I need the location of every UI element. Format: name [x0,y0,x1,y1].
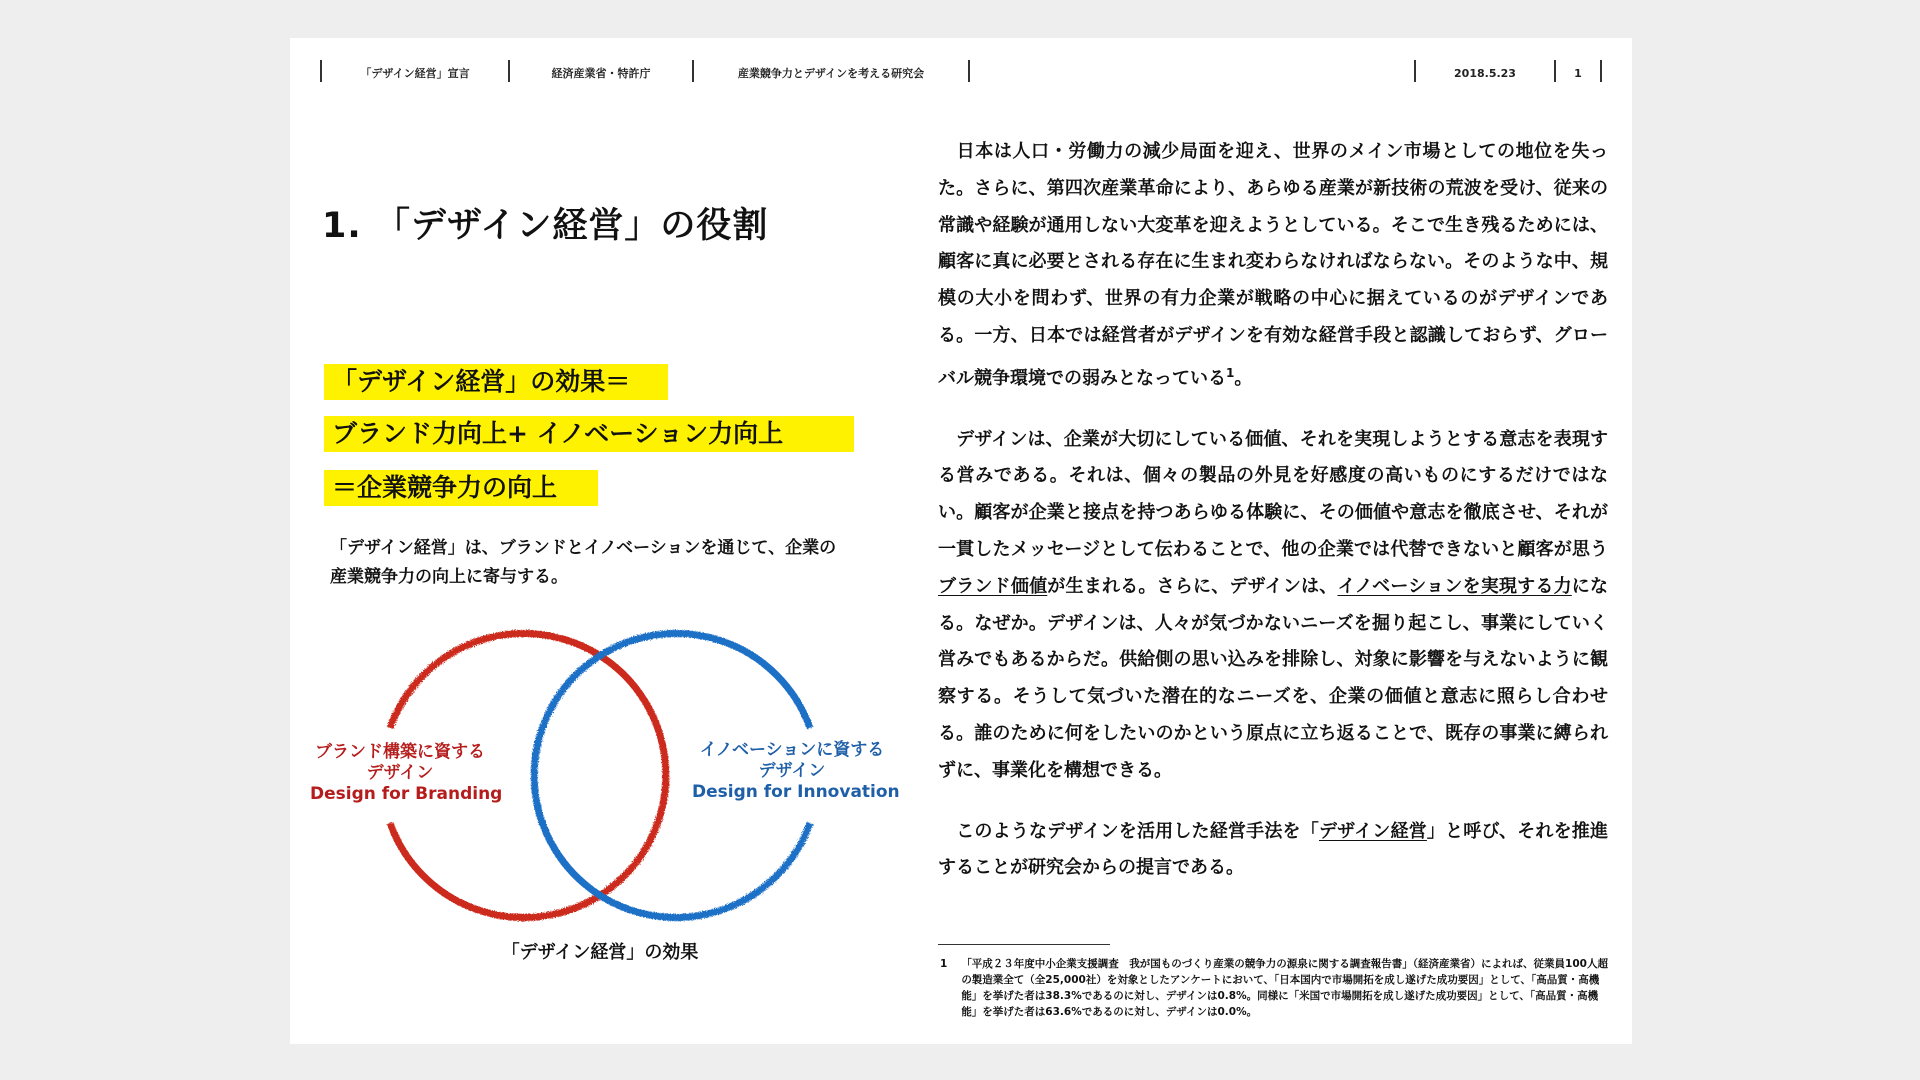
header-ministry: 経済産業省・特許庁 [551,67,651,80]
header-declaration: 「デザイン経営」宣言 [360,67,470,80]
left-paragraph: 「デザイン経営」は、ブランドとイノベーションを通じて、企業の産業競争力の向上に寄与する。 [330,538,837,587]
footnote-text: 「平成２３年度中小企業支援調査 我が国ものづくり産業の競争力の源泉に関する調査報告書」（経済産業省）によれば、従業員100人超の製造業全て（全25,000社）を対象としたアンケートにおいて、「日本国内で市場開拓を成し遂げた成功要因」として、「高品質・高機能」を挙げた者は38.3%であるのに対し、デザインは0.8%。同様に「米国で市場開拓を成し遂げた成功要因」として、「高品質・高機能」を挙げた者は63.6%であるのに対し、デザインは0.0%。 [961,958,1608,1018]
paragraph-3-text-a: このようなデザインを活用した経営手法を「 [938,820,1319,842]
innovation-label-line1: イノベーションに資する [699,740,885,760]
design-management-emphasis: デザイン経営 [1318,820,1427,842]
highlight-line-1: 「デザイン経営」の効果＝ [324,364,668,400]
document-page [290,38,1632,1044]
brand-value-emphasis: ブランド価値 [938,575,1048,597]
paragraph-3-text-b: 」と呼び、それを推進することが研究会からの提言である。 [938,820,1608,879]
footnote-ref: 1 [1226,365,1235,380]
footnote-rule [938,944,1110,945]
body-text [938,134,1608,911]
header-divider [1600,60,1602,82]
paragraph-2 [938,422,1608,790]
section-heading: 1. 「デザイン経営」の役割 [322,206,769,246]
branding-label-line2: デザイン [366,763,434,783]
header-divider [968,60,970,82]
paragraph-1-end: 。 [1234,367,1253,389]
footnote [940,956,1610,1020]
paragraph-1-text: 日本は人口・労働力の減少局面を迎え、世界のメイン市場としての地位を失った。さらに、第四次産業革命により、あらゆる産業が新技術の荒波を受け、従来の常識や経験が通用しない大変革を迎えようとしている。そこで生き残るためには、顧客に真に必要とされる存在に生まれ変わらなければならない。そのような中、規模の大小を問わず、世界の有力企業が戦略の中心に据えているのがデザインである。一方、日本では経営者がデザインを有効な経営手段と認識しておらず、グローバル競争環境での弱みとなっている [938,141,1608,389]
innovation-power-emphasis: イノベーションを実現する力 [1337,575,1572,597]
page-number: 1 [1574,66,1582,80]
venn-caption: 「デザイン経営」の効果 [501,942,699,963]
paragraph-1 [938,134,1608,398]
header-date: 2018.5.23 [1454,66,1516,80]
paragraph-3 [938,814,1608,888]
paragraph-2-text-c: になる。なぜか。デザインは、人々が気づかないニーズを掘り起こし、事業にしていく営みでもあるからだ。供給側の思い込みを排除し、対象に影響を与えないように観察する。そうして気づいた潜在的なニーズを、企業の価値と意志に照らし合わせる。誰のために何をしたいのかという原点に立ち返ることで、既存の事業に縛られずに、事業化を構想できる。 [938,575,1609,781]
header-study-group: 産業競争力とデザインを考える研究会 [737,67,925,80]
paragraph-2-text-b: が生まれる。さらに、デザインは、 [1047,575,1338,597]
branding-label [310,742,503,805]
highlight-line-3: ＝企業競争力の向上 [324,470,598,506]
innovation-label-line3: Design for Innovation [692,782,900,802]
innovation-label-line2: デザイン [758,761,826,781]
branding-label-line3: Design for Branding [310,784,503,804]
footnote-number: 1 [940,958,948,970]
innovation-label [692,740,900,803]
highlight-line-2: ブランド力向上+ イノベーション力向上 [324,416,854,452]
branding-label-line1: ブランド構築に資する [315,742,485,762]
paragraph-2-text-a: デザインは、企業が大切にしている価値、それを実現しようとする意志を表現する営みである。それは、個々の製品の外見を好感度の高いものにするだけではない。顧客が企業と接点を持つあらゆる体験に、その価値や意志を徹底させ、それが一貫したメッセージとして伝わることで、他の企業では代替できないと顧客が思う [938,428,1608,560]
